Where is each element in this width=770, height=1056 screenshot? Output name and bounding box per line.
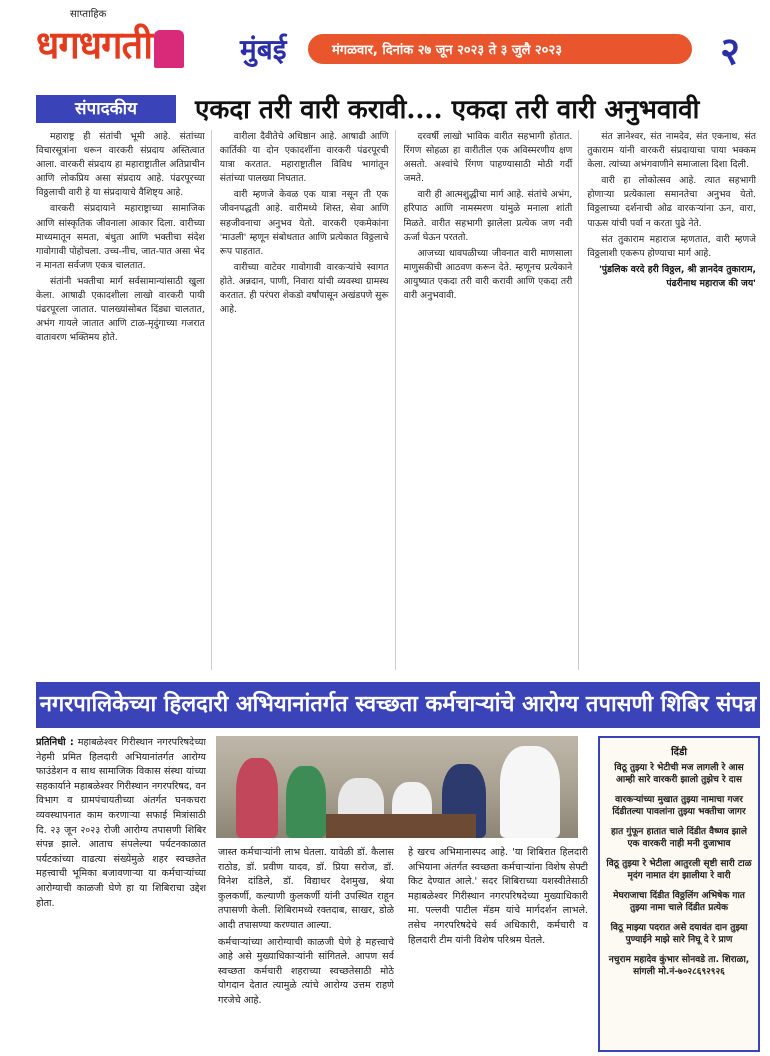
paragraph: आजच्या धावपळीच्या जीवनात वारी माणसाला माणुसकीची आठवण करून देते. म्हणूनच प्रत्येकाने आयुष्यात एकदा तरी वारी करावी आणि एकदा तरी वारी अनुभवावी. — [403, 247, 573, 302]
poem-title: दिंडी — [671, 747, 687, 758]
news-text: जास्त कर्मचाऱ्यांनी लाभ घेतला. यावेळी डॉ. कैलास राठोड, डॉ. प्रवीण यादव, डॉ. प्रिया सरोज, डॉ. विनेश दांडिले, डॉ. विद्याधर देशमुख, श्रेया कुलकर्णी, कल्याणी कुलकर्णी यांनी उपस्थित राहून तपासणी केली. शिबिरामध्ये रक्तदाब, साखर, डोळे आदी तपासण्या करण्यात आल्या. — [218, 847, 394, 931]
poem-stanza: विठू तुझ्या रे भेटीची मज लागली रे आस आम्ही सारे वारकरी झालो तुझेच रे दास — [614, 763, 744, 785]
poem-author: नचुराम महादेव कुंभार सोनवडे ता. शिराळा, सांगली मो.नं-७०२८६९२९२६ — [608, 955, 750, 977]
news-headline: नगरपालिकेच्या हिलदारी अभियानांतर्गत स्वच्छता कर्मचाऱ्यांचे आरोग्य तपासणी शिबिर संपन्न — [36, 682, 760, 728]
paragraph: दरवर्षी लाखो भाविक वारीत सहभागी होतात. रिंगण सोहळा हा वारीतील एक अविस्मरणीय क्षण असतो. अश्वांचे रिंगण पाहण्यासाठी मोठी गर्दी जमते. — [403, 131, 573, 185]
photo-person — [500, 746, 560, 838]
editorial-section-label: संपादकीय — [36, 95, 176, 123]
paragraph: वारी हा लोकोत्सव आहे. त्यात सहभागी होणाऱ्या प्रत्येकाला समानतेचा अनुभव येतो. विठ्ठलाच्या दर्शनाची ओढ वारकऱ्यांना ऊन, वारा, पाऊस यांची पर्वा न करता पुढे नेते. — [587, 175, 756, 229]
news-text: महाबळेश्वर गिरीस्थान नगरपरिषदेच्या नेहमी प्रमित हिलदारी अभियानांतर्गत आरोग्य फाउंडेशन व साथ सामाजिक विकास संस्था यांच्या सहकार्याने महाबळेश्वर गिरीस्थान नगरपरिषद, वन विभाग व ग्रामपंचायतीच्या अंतर्गत घनकचरा व्यवस्थापनात काम करणाऱ्या सफाई मित्रांसाठी दि. २३ जून २०२३ रोजी आरोग्य तपासणी शिबिर संपन्न झाले. आताच संपलेल्या पर्यटनकाळात पर्यटकांच्या वाढत्या संख्येमुळे शहर स्वच्छतेत महत्त्वाची भूमिका बजावणाऱ्या या कर्मचाऱ्यांच्या आरोग्याची काळजी घेणे हा या शिबिराचा उद्देश होता. — [36, 737, 206, 909]
news-column-1 — [36, 736, 206, 1052]
editorial-headline: एकदा तरी वारी करावी.... एकदा तरी वारी अनुभवावी — [195, 95, 700, 125]
news-column-3 — [408, 846, 588, 1052]
masthead-tagline: साप्ताहिक — [70, 9, 107, 20]
news-column-2 — [218, 846, 394, 1052]
paragraph: वारीच्या वाटेवर गावोगावी वारकऱ्यांचे स्वागत होते. अन्नदान, पाणी, निवारा यांची व्यवस्था ग्रामस्थ करतात. ही परंपरा शेकडो वर्षांपासून अखंडपणे सुरू आहे. — [219, 261, 389, 316]
photo-table — [326, 814, 476, 838]
photo-person — [236, 758, 278, 838]
editorial-body — [36, 130, 762, 670]
masthead — [0, 0, 770, 84]
page-number: २ — [720, 28, 740, 73]
news-photo — [216, 736, 578, 838]
paragraph: वारी म्हणजे केवळ एक यात्रा नसून ती एक जीवनपद्धती आहे. वारीमध्ये शिस्त, सेवा आणि सहजीवनाचा अनुभव येतो. वारकरी एकमेकांना 'माउली' म्हणून संबोधतात आणि प्रत्येकात विठ्ठलाचे रूप पाहतात. — [219, 189, 389, 257]
editorial-closing-quote: 'पुंडलिक वरदे हरी विठ्ठल, श्री ज्ञानदेव तुकाराम, पंढरीनाथ महाराज की जय' — [598, 263, 756, 289]
newspaper-city: मुंबई — [240, 33, 287, 66]
photo-person — [286, 766, 326, 838]
raised-fist-icon — [154, 30, 184, 68]
paragraph: संत ज्ञानेश्वर, संत नामदेव, संत एकनाथ, संत तुकाराम यांनी वारकरी संप्रदायाचा पाया भक्कम केला. त्यांच्या अभंगवाणीने समाजाला दिशा दिली. — [587, 131, 756, 171]
paragraph: संतांनी भक्तीचा मार्ग सर्वसामान्यांसाठी खुला केला. आषाढी एकादशीला लाखो वारकरी पायी पंढरपूरला जातात. पालख्यांसोबत दिंड्या चालतात, अभंग गायले जातात आणि टाळ-मृदुंगाच्या गजरात वातावरण भक्तिमय होते. — [36, 275, 205, 344]
poem-stanza: हात गुंफून हातात चाले दिंडीत वैष्णव झाले एक वारकरी नाही मनी दुजाभाव — [611, 827, 747, 849]
paragraph: वारीला दैवीतेचे अधिष्ठान आहे. आषाढी आणि कार्तिकी या दोन एकादशींना वारकरी पंढरपूरची यात्रा करतात. महाराष्ट्रातील विविध भागांतून संतांच्या पालख्या निघतात. — [219, 131, 389, 185]
newspaper-title: धगधगती — [36, 22, 153, 67]
paragraph: वारी ही आत्मशुद्धीचा मार्ग आहे. संतांचे अभंग, हरिपाठ आणि नामस्मरण यांमुळे मनाला शांती मिळते. वारीत सहभागी झालेला प्रत्येक जण नवी ऊर्जा घेऊन परततो. — [403, 189, 573, 243]
news-text: हे खरच अभिमानास्पद आहे. 'या शिबिरात हिलदारी अभियाना अंतर्गत स्वच्छता कर्मचाऱ्यांना विशेष सेफ्टी किट देण्यात आले.' सदर शिबिराच्या यशस्वीतेसाठी महाबळेश्वर गिरीस्थान नगरपरिषदेच्या मुख्याधिकारी मा. पल्लवी पाटील मॅडम यांचे मार्गदर्शन लाभले. तसेच नगरपरिषदेचे सर्व अधिकारी, कर्मचारी व हिलदारी टीम यांनी विशेष परिश्रम घेतले. — [408, 847, 588, 946]
issue-date: मंगळवार, दिनांक २७ जून २०२३ ते ३ जुलै २०२३ — [308, 34, 692, 64]
poem-box — [598, 736, 760, 1052]
paragraph: महाराष्ट्र ही संतांची भूमी आहे. संतांच्या विचारसूत्रांना धरून वारकरी संप्रदाय अस्तित्वात आला. वारकरी संप्रदाय हा महाराष्ट्रातील अतिप्राचीन आणि लोकप्रिय असा संप्रदाय आहे. पंढरपूरच्या विठ्ठलाची वारी हे या संप्रदायाचे वैशिष्ट्य आहे. — [36, 131, 205, 199]
poem-stanza: मेघराजाचा दिंडीत विठ्ठलिंग अभिषेक गात तुझ्या नामा चाले दिंडीत प्रत्येक — [613, 891, 745, 913]
paragraph: वारकरी संप्रदायाने महाराष्ट्राच्या सामाजिक आणि सांस्कृतिक जीवनाला आकार दिला. वारीच्या माध्यमातून समता, बंधुता आणि भक्तीचा संदेश गावोगावी पोहोचला. उच्च-नीच, जात-पात असा भेद न मानता सर्वजण एकत्र चालतात. — [36, 203, 205, 271]
editorial-column-1 — [36, 130, 212, 670]
news-text: कर्मचाऱ्यांच्या आरोग्याची काळजी घेणे हे महत्त्वाचे आहे असे मुख्याधिकाऱ्यांनी सांगितले. आपण सर्व स्वच्छता कर्मचारी शहराच्या स्वच्छतेसाठी मोठे योगदान देतात त्यामुळे त्यांचे आरोग्य उत्तम राहणे गरजेचे आहे. — [218, 936, 394, 1006]
news-article — [36, 736, 588, 1052]
editorial-column-2 — [220, 130, 396, 670]
editorial-column-3 — [404, 130, 580, 670]
poem-stanza: विठू तुझ्या रे भेटीला आतुरली सृष्टी सारी टाळ मृदंग नामात दंग झालीया रे वारी — [606, 859, 752, 881]
poem-stanza: वारकऱ्यांच्या मुखात तुझ्या नामाचा गजर दिंडीतल्या पावलांना तुझ्या भक्तीचा जागर — [612, 795, 746, 817]
paragraph: संत तुकाराम महाराज म्हणतात, वारी म्हणजे विठ्ठलाशी एकरूप होण्याचा मार्ग आहे. — [587, 233, 756, 259]
editorial-column-4 — [587, 130, 762, 670]
news-dateline: प्रतिनिधी : — [36, 737, 74, 748]
newspaper-logo — [36, 18, 186, 70]
poem-stanza: विठू माझ्या पदरात असे दयावंत दान तुझ्या पुण्याईने माझे सारे निघू दे रे प्राण — [610, 923, 748, 945]
